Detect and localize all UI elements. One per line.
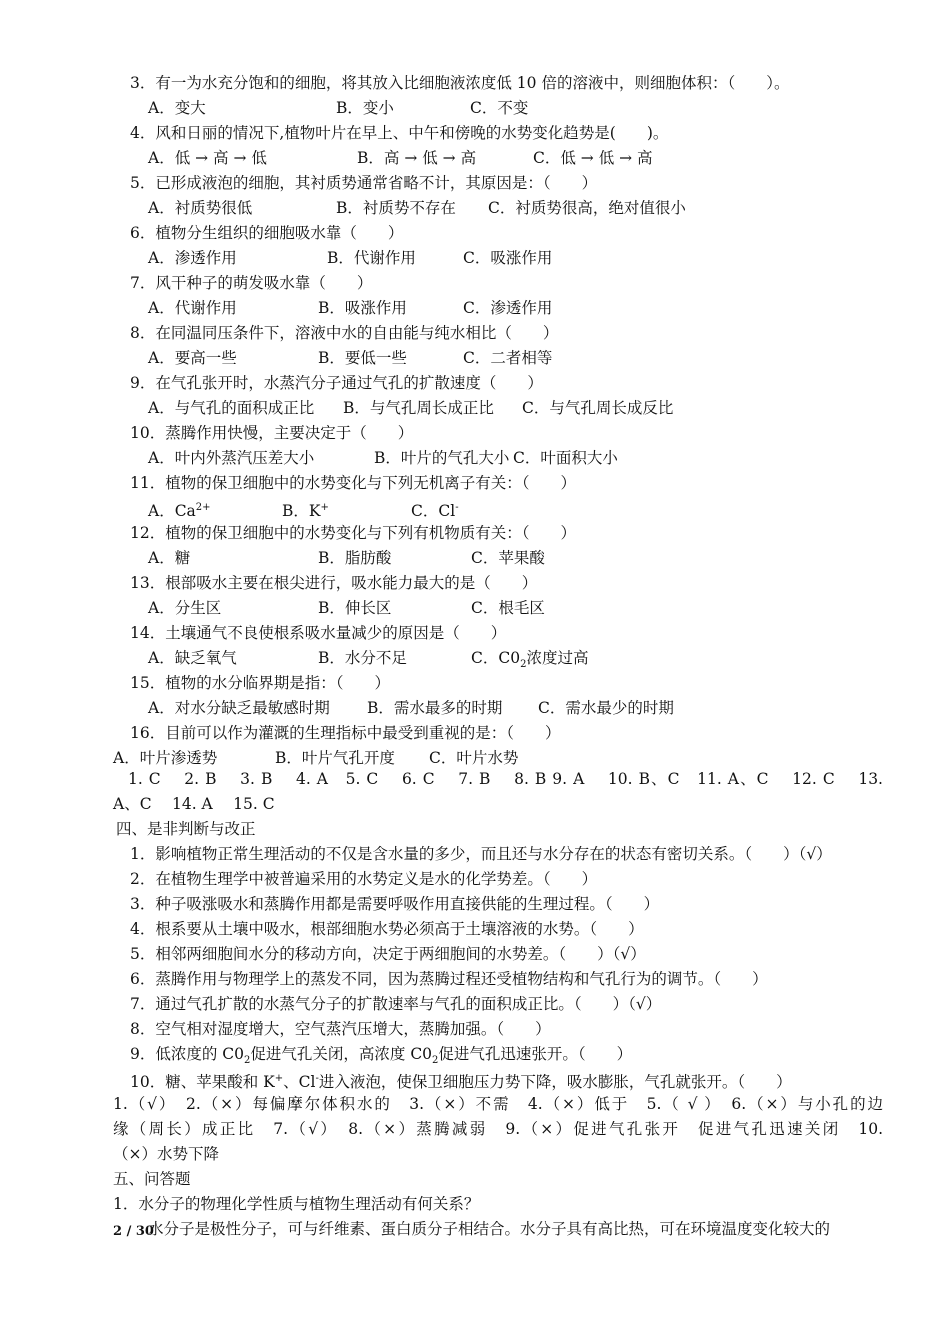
question-5: [130, 173, 597, 193]
option-text: B．代谢作用: [327, 249, 416, 267]
option-text: C．叶片水势: [429, 749, 519, 767]
option-text: A．对水分缺乏最敏感时期: [148, 699, 330, 717]
question-9-option-b: [343, 398, 494, 418]
qa-answer-1: 水分子是极性分子，可与纤维素、蛋白质分子相结合。水分子具有高比热，可在环境温度变化较大的: [148, 1220, 831, 1238]
option-text: B．K: [282, 502, 321, 521]
question-14-option-b: [318, 648, 407, 668]
page-number: 2 / 30: [113, 1224, 154, 1239]
option-text: A．低 → 高 → 低: [148, 149, 267, 167]
question-7-option-b: [318, 298, 407, 318]
question-3-option-c: [470, 98, 528, 118]
qa-question-1: 1．水分子的物理化学性质与植物生理活动有何关系？: [113, 1195, 480, 1213]
superscript: -: [315, 1073, 319, 1084]
question-text: 在同温同压条件下，溶液中水的自由能与纯水相比（ ）: [155, 324, 559, 342]
question-13-option-a: [148, 598, 221, 618]
question-5-option-c: [488, 198, 686, 218]
tf-answers-line-1: 1.（√） 2.（×）每偏摩尔体积水的 3.（×）不需 4.（×）低于 5.（ √ ） 6.（×）与小孔的边: [113, 1095, 883, 1113]
option-text: C．不变: [470, 99, 529, 117]
option-text: C．吸涨作用: [463, 249, 553, 267]
true-false-7: 7．通过气孔扩散的水蒸气分子的扩散速率与气孔的面积成正比。（ ）（√）: [130, 995, 662, 1013]
option-text: C．叶面积大小: [513, 449, 618, 467]
subscript: 2: [432, 1055, 439, 1067]
question-9-option-c: [522, 398, 673, 418]
question-12-option-c: [471, 548, 545, 568]
question-5-option-b: [336, 198, 456, 218]
question-15: [130, 673, 390, 693]
question-13-option-b: [318, 598, 391, 618]
question-8-option-c: [463, 348, 552, 368]
option-text: C．苹果酸: [471, 549, 545, 567]
option-text: B．与气孔周长成正比: [343, 399, 494, 417]
question-text: 根部吸水主要在根尖进行，吸水能力最大的是（ ）: [165, 574, 538, 592]
question-number: 15．: [130, 674, 166, 692]
question-number: 14．: [130, 624, 166, 642]
option-text: B．衬质势不存在: [336, 199, 456, 217]
question-15-option-c: [538, 698, 674, 718]
question-11: [130, 473, 576, 493]
superscript: +: [320, 502, 329, 513]
question-number: 16．: [130, 724, 166, 742]
question-7-option-a: [148, 298, 237, 318]
statement-text: 促进气孔关闭，高浓度 C0: [250, 1045, 433, 1063]
option-text: C．需水最少的时期: [538, 699, 674, 717]
option-text: B．叶片气孔开度: [275, 749, 395, 767]
question-8: [130, 323, 558, 343]
option-text: A．Ca: [148, 502, 196, 521]
question-16-option-b: [275, 748, 395, 768]
option-text: B．伸长区: [318, 599, 392, 617]
question-14: [130, 623, 506, 643]
question-6-option-b: [327, 248, 416, 268]
question-text: 目前可以作为灌溉的生理指标中最受到重视的是：（ ）: [165, 724, 561, 742]
question-14-option-a: [148, 648, 237, 668]
question-15-option-b: [367, 698, 502, 718]
question-3-option-a: [148, 98, 206, 118]
superscript: 2+: [195, 502, 211, 513]
statement-text: 9．低浓度的 C0: [130, 1045, 245, 1063]
question-4: [130, 123, 668, 143]
question-13-option-c: [471, 598, 545, 618]
subscript: 2: [520, 659, 527, 671]
option-text-tail: 浓度过高: [526, 649, 589, 667]
question-text: 已形成液泡的细胞，其衬质势通常省略不计，其原因是：（ ）: [155, 174, 598, 192]
question-11-option-c: [411, 498, 459, 521]
question-text: 风干种子的萌发吸水靠（ ）: [155, 274, 373, 292]
true-false-10: [130, 1069, 792, 1092]
option-text: B．变小: [336, 99, 394, 117]
question-number: 4．: [130, 124, 156, 142]
question-10-option-c: [513, 448, 618, 468]
question-text: 蒸腾作用快慢，主要决定于（ ）: [165, 424, 414, 442]
subscript: 2: [244, 1055, 251, 1067]
question-4-option-a: [148, 148, 267, 168]
question-number: 5．: [130, 174, 156, 192]
option-text: A．变大: [148, 99, 206, 117]
section-four-title: 四、是非判断与改正: [116, 820, 256, 838]
question-11-option-a: [148, 498, 211, 521]
option-text: B．水分不足: [318, 649, 407, 667]
question-9: [130, 373, 543, 393]
question-4-option-b: [357, 148, 476, 168]
true-false-1: 1．影响植物正常生理活动的不仅是含水量的多少，而且还与水分存在的状态有密切关系。（ ）（√）: [130, 845, 832, 863]
question-text: 植物的保卫细胞中的水势变化与下列无机离子有关：（ ）: [165, 474, 576, 492]
true-false-8: 8．空气相对湿度增大，空气蒸汽压增大，蒸腾加强。（ ）: [130, 1020, 551, 1038]
question-number: 3．: [130, 74, 156, 92]
question-15-option-a: [148, 698, 330, 718]
statement-text: 进入液泡，使保卫细胞压力势下降，吸水膨胀，气孔就张开。（ ）: [318, 1073, 792, 1092]
question-11-option-b: [282, 498, 329, 521]
question-12-option-a: [148, 548, 190, 568]
option-text: A．叶片渗透势: [113, 749, 218, 767]
question-16-option-c: [429, 748, 518, 768]
question-6-option-c: [463, 248, 552, 268]
option-text: B．要低一些: [318, 349, 407, 367]
question-10: [130, 423, 413, 443]
true-false-3: 3．种子吸涨吸水和蒸腾作用都是需要呼吸作用直接供能的生理过程。（ ）: [130, 895, 660, 913]
question-16-option-a: [113, 748, 217, 768]
question-number: 12．: [130, 524, 166, 542]
question-12: [130, 523, 576, 543]
option-text: C．二者相等: [463, 349, 553, 367]
question-14-option-c: [471, 648, 588, 675]
question-10-option-b: [374, 448, 509, 468]
question-3: [130, 73, 789, 93]
true-false-5: 5．相邻两细胞间水分的移动方向，决定于两细胞间的水势差。（ ）（√）: [130, 945, 646, 963]
option-text: A．分生区: [148, 599, 222, 617]
tf-answers-line-3: （×）水势下降: [113, 1145, 219, 1163]
option-text: A．渗透作用: [148, 249, 237, 267]
section-five-title: 五、问答题: [113, 1170, 191, 1188]
mc-answers-line-2: A、C 14. A 15. C: [113, 795, 275, 813]
option-text: A．要高一些: [148, 349, 237, 367]
option-text: A．衬质势很低: [148, 199, 253, 217]
question-number: 9．: [130, 374, 156, 392]
question-7-option-c: [463, 298, 552, 318]
question-number: 10．: [130, 424, 166, 442]
question-text: 在气孔张开时，水蒸汽分子通过气孔的扩散速度（ ）: [155, 374, 543, 392]
true-false-6: 6．蒸腾作用与物理学上的蒸发不同，因为蒸腾过程还受植物结构和气孔行为的调节。（ ）: [130, 970, 768, 988]
tf-answers-line-2: 缘（周长）成正比 7.（√） 8.（×）蒸腾减弱 9.（×）促进气孔张开 促进气孔迅速关闭 10.: [113, 1120, 883, 1138]
option-text: B．脂肪酸: [318, 549, 392, 567]
question-9-option-a: [148, 398, 314, 418]
option-text: C．Cl: [411, 502, 456, 521]
question-8-option-b: [318, 348, 407, 368]
option-text: C．C0: [471, 649, 521, 667]
mc-answers-line-1: 1. C 2. B 3. B 4. A 5. C 6. C 7. B 8. B 9. A 10. B、C 11. A、C 12. C 13.: [128, 770, 883, 788]
question-12-option-b: [318, 548, 391, 568]
question-number: 7．: [130, 274, 156, 292]
question-text: 风和日丽的情况下,植物叶片在早上、中午和傍晚的水势变化趋势是( )。: [155, 124, 669, 142]
option-text: A．与气孔的面积成正比: [148, 399, 315, 417]
question-10-option-a: [148, 448, 314, 468]
statement-text: 促进气孔迅速张开。（ ）: [438, 1045, 633, 1063]
question-5-option-a: [148, 198, 252, 218]
option-text: A．叶内外蒸汽压差大小: [148, 449, 315, 467]
question-4-option-c: [533, 148, 653, 168]
option-text: C．低 → 低 → 高: [533, 149, 653, 167]
superscript: +: [274, 1073, 284, 1084]
option-text: C．衬质势很高，绝对值很小: [488, 199, 686, 217]
question-number: 6．: [130, 224, 156, 242]
option-text: B．叶片的气孔大小: [374, 449, 510, 467]
question-6-option-a: [148, 248, 237, 268]
question-text: 植物的水分临界期是指：（ ）: [165, 674, 390, 692]
option-text: C．渗透作用: [463, 299, 553, 317]
question-number: 13．: [130, 574, 166, 592]
question-number: 11．: [130, 474, 166, 492]
option-text: A．缺乏氧气: [148, 649, 237, 667]
question-8-option-a: [148, 348, 237, 368]
option-text: A．代谢作用: [148, 299, 237, 317]
statement-text: 、Cl: [283, 1073, 316, 1092]
question-7: [130, 273, 372, 293]
option-text: C．与气孔周长成反比: [522, 399, 674, 417]
question-13: [130, 573, 537, 593]
question-text: 植物的保卫细胞中的水势变化与下列有机物质有关：（ ）: [165, 524, 576, 542]
superscript: -: [455, 502, 459, 513]
question-number: 8．: [130, 324, 156, 342]
option-text: B．高 → 低 → 高: [357, 149, 477, 167]
true-false-2: 2．在植物生理学中被普遍采用的水势定义是水的化学势差。（ ）: [130, 870, 598, 888]
question-6: [130, 223, 403, 243]
statement-text: 10．糖、苹果酸和 K: [130, 1073, 275, 1092]
true-false-4: 4．根系要从土壤中吸水，根部细胞水势必须高于土壤溶液的水势。（ ）: [130, 920, 644, 938]
question-text: 土壤通气不良使根系吸水量减少的原因是（ ）: [165, 624, 507, 642]
true-false-9: [130, 1044, 632, 1071]
option-text: C．根毛区: [471, 599, 545, 617]
option-text: A．糖: [148, 549, 191, 567]
question-16: [130, 723, 561, 743]
question-text: 植物分生组织的细胞吸水靠（ ）: [155, 224, 404, 242]
option-text: B．需水最多的时期: [367, 699, 503, 717]
question-3-option-b: [336, 98, 394, 118]
option-text: B．吸涨作用: [318, 299, 407, 317]
question-text: 有一为水充分饱和的细胞，将其放入比细胞液浓度低 10 倍的溶液中，则细胞体积：（ ）。: [155, 74, 790, 92]
